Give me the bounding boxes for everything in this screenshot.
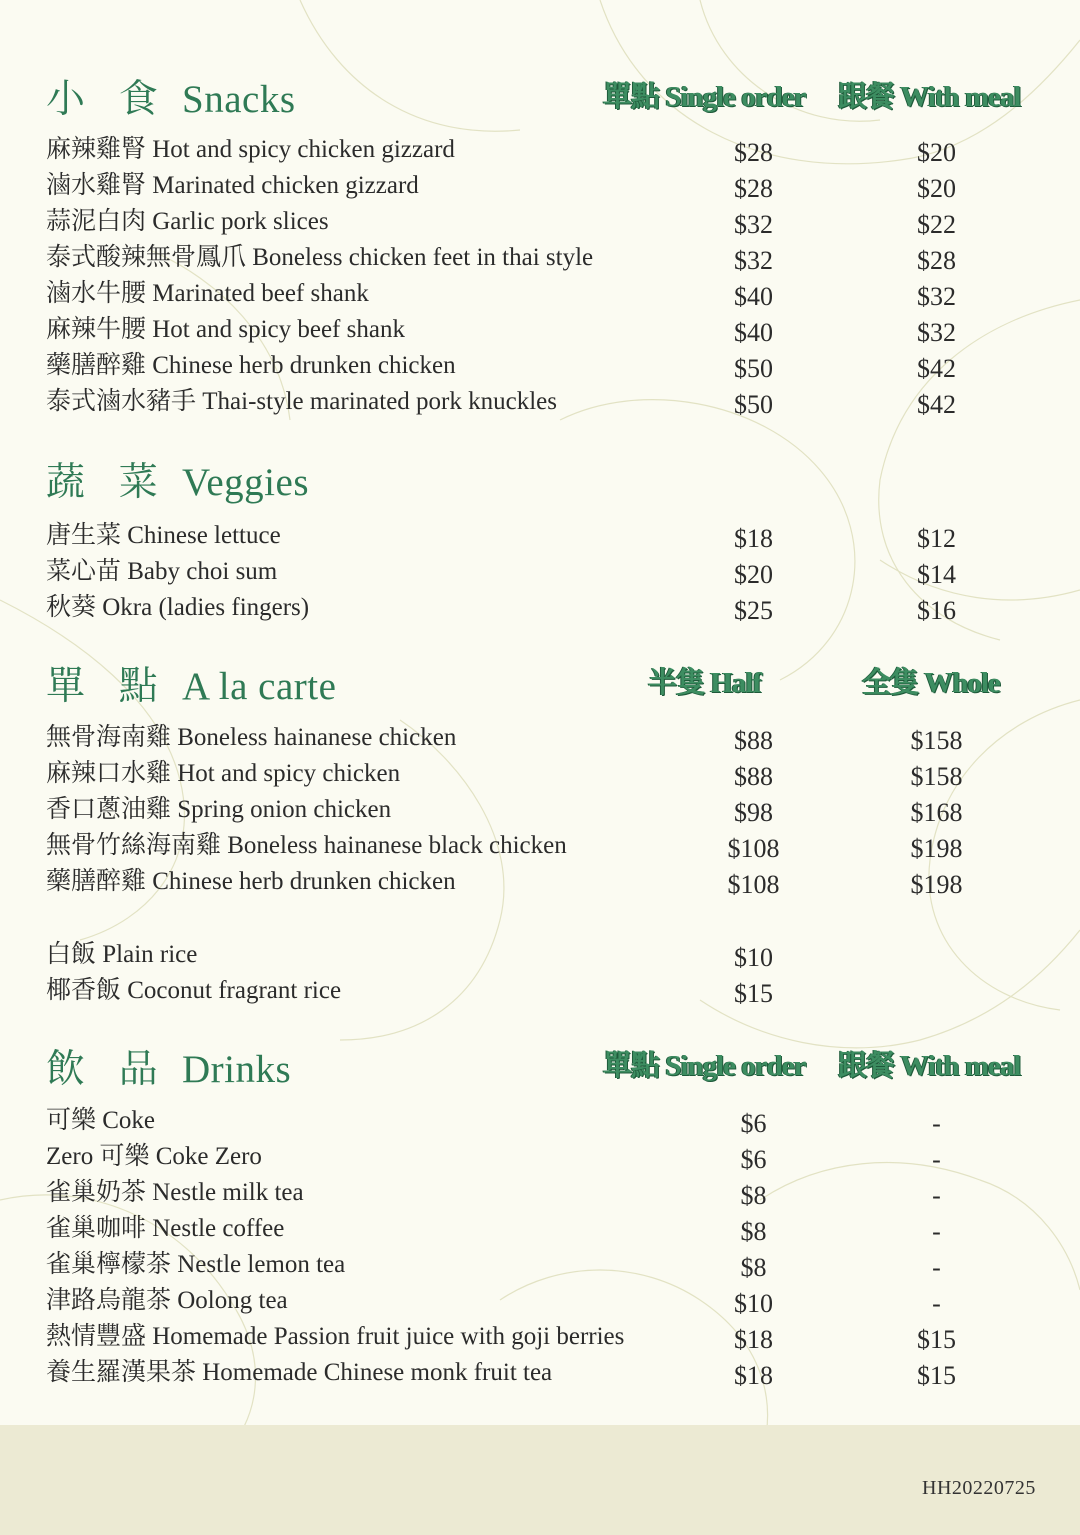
menu-item: [46, 384, 1046, 420]
item-name: 泰式滷水豬手 Thai-style marinated pork knuckles: [46, 388, 557, 415]
price-with-meal: $20: [917, 174, 956, 203]
price-with-meal: $16: [917, 596, 956, 625]
item-name: 白飯 Plain rice: [46, 941, 198, 968]
section-title-snacks: [46, 68, 296, 124]
menu-item: [46, 1283, 1046, 1319]
item-name: 滷水雞腎 Marinated chicken gizzard: [46, 172, 419, 199]
price-single: $15: [734, 979, 773, 1008]
price-single: $50: [734, 390, 773, 419]
price-half: $108: [727, 870, 780, 899]
price-with-meal: $12: [917, 524, 956, 553]
price-half: $88: [734, 762, 773, 791]
menu-item: [46, 792, 1046, 828]
menu-item: [46, 937, 1046, 973]
price-single: $32: [734, 210, 773, 239]
menu-item: [46, 554, 1046, 590]
item-name: 雀巢奶茶 Nestle milk tea: [46, 1179, 304, 1206]
price-with-meal: -: [932, 1145, 941, 1174]
price-single: $6: [740, 1145, 767, 1174]
price-single: $8: [740, 1217, 767, 1246]
price-single: $20: [734, 560, 773, 589]
menu-item: [46, 1319, 1046, 1355]
menu-item: [46, 973, 1046, 1009]
item-name: 熱情豐盛 Homemade Passion fruit juice with goji berries: [46, 1323, 625, 1350]
item-name: 泰式酸辣無骨鳳爪 Boneless chicken feet in thai style: [46, 244, 594, 271]
menu-item: [46, 1103, 1046, 1139]
price-single: $8: [740, 1181, 767, 1210]
menu-item: [46, 1175, 1046, 1211]
menu-item: [46, 312, 1046, 348]
menu-item: [46, 1211, 1046, 1247]
item-name: 麻辣雞腎 Hot and spicy chicken gizzard: [46, 136, 455, 163]
menu-item: [46, 204, 1046, 240]
price-with-meal: $32: [917, 318, 956, 347]
price-with-meal: $28: [917, 246, 956, 275]
item-name: 藥膳醉雞 Chinese herb drunken chicken: [46, 868, 456, 895]
price-with-meal: $15: [917, 1361, 956, 1390]
title-zh: 飲 品: [46, 1048, 170, 1091]
section-title-drinks: [46, 1038, 291, 1094]
item-name: 椰香飯 Coconut fragrant rice: [46, 977, 342, 1004]
price-single: $25: [734, 596, 773, 625]
item-name: 無骨竹絲海南雞 Boneless hainanese black chicken: [46, 832, 567, 859]
price-with-meal: $15: [917, 1325, 956, 1354]
price-half: $108: [727, 834, 780, 863]
price-half: $88: [734, 726, 773, 755]
col-head-with-meal: 跟餐 With meal: [838, 81, 1021, 113]
col-head-whole: 全隻 Whole: [862, 667, 1000, 699]
col-head-single-order: 單點 Single order: [603, 1050, 806, 1082]
menu-item: [46, 276, 1046, 312]
price-with-meal: $20: [917, 138, 956, 167]
price-whole: $198: [910, 834, 963, 863]
price-with-meal: $42: [917, 390, 956, 419]
menu-version-code: HH20220725: [922, 1477, 1036, 1499]
price-single: $28: [734, 138, 773, 167]
menu-item: [46, 756, 1046, 792]
price-single: $18: [734, 1361, 773, 1390]
price-half: $98: [734, 798, 773, 827]
menu-item: [46, 1247, 1046, 1283]
price-whole: $158: [910, 762, 963, 791]
price-single: $18: [734, 524, 773, 553]
price-single: $50: [734, 354, 773, 383]
menu-item: [46, 720, 1046, 756]
title-zh: 單 點: [46, 665, 170, 708]
item-name: 蒜泥白肉 Garlic pork slices: [46, 208, 329, 235]
title-en: Veggies: [182, 461, 309, 504]
price-single: $10: [734, 1289, 773, 1318]
title-en: Snacks: [182, 78, 296, 121]
item-name: 養生羅漢果茶 Homemade Chinese monk fruit tea: [46, 1359, 553, 1386]
price-with-meal: -: [932, 1253, 941, 1282]
item-name: 雀巢檸檬茶 Nestle lemon tea: [46, 1251, 346, 1278]
price-single: $28: [734, 174, 773, 203]
title-zh: 蔬 菜: [46, 461, 170, 504]
item-name: 可樂 Coke: [46, 1107, 156, 1134]
price-with-meal: -: [932, 1109, 941, 1138]
price-with-meal: -: [932, 1289, 941, 1318]
price-whole: $168: [910, 798, 963, 827]
price-with-meal: $42: [917, 354, 956, 383]
section-title-alacarte: [46, 655, 336, 711]
menu-item: [46, 1139, 1046, 1175]
title-en: Drinks: [182, 1048, 292, 1091]
price-single: $32: [734, 246, 773, 275]
menu-item: [46, 132, 1046, 168]
price-whole: $198: [910, 870, 963, 899]
menu-item: [46, 240, 1046, 276]
item-name: 麻辣牛腰 Hot and spicy beef shank: [46, 316, 405, 343]
item-name: 藥膳醉雞 Chinese herb drunken chicken: [46, 352, 456, 379]
price-with-meal: $32: [917, 282, 956, 311]
menu-item: [46, 168, 1046, 204]
menu-item: [46, 864, 1046, 900]
section-title-veggies: [46, 451, 309, 507]
item-name: 麻辣口水雞 Hot and spicy chicken: [46, 760, 401, 787]
col-head-half: 半隻 Half: [648, 667, 762, 699]
item-name: 津路烏龍茶 Oolong tea: [46, 1287, 288, 1314]
price-with-meal: $14: [917, 560, 956, 589]
menu-item: [46, 1355, 1046, 1391]
item-name: 唐生菜 Chinese lettuce: [46, 522, 281, 549]
price-single: $18: [734, 1325, 773, 1354]
item-name: 雀巢咖啡 Nestle coffee: [46, 1215, 285, 1242]
menu-item: [46, 828, 1046, 864]
price-single: $40: [734, 282, 773, 311]
menu-item: [46, 590, 1046, 626]
item-name: Zero 可樂 Coke Zero: [46, 1143, 262, 1170]
item-name: 香口蔥油雞 Spring onion chicken: [46, 796, 392, 823]
menu-item: [46, 518, 1046, 554]
item-name: 滷水牛腰 Marinated beef shank: [46, 280, 369, 307]
price-with-meal: $22: [917, 210, 956, 239]
title-en: A la carte: [182, 665, 337, 708]
price-whole: $158: [910, 726, 963, 755]
col-head-single-order: 單點 Single order: [603, 81, 806, 113]
item-name: 菜心苗 Baby choi sum: [46, 558, 278, 585]
price-single: $8: [740, 1253, 767, 1282]
title-zh: 小 食: [46, 78, 170, 121]
price-with-meal: -: [932, 1217, 941, 1246]
item-name: 無骨海南雞 Boneless hainanese chicken: [46, 724, 457, 751]
price-single: $10: [734, 943, 773, 972]
price-single: $40: [734, 318, 773, 347]
price-single: $6: [740, 1109, 767, 1138]
col-head-with-meal: 跟餐 With meal: [838, 1050, 1021, 1082]
item-name: 秋葵 Okra (ladies fingers): [46, 594, 310, 621]
menu-item: [46, 348, 1046, 384]
price-with-meal: -: [932, 1181, 941, 1210]
